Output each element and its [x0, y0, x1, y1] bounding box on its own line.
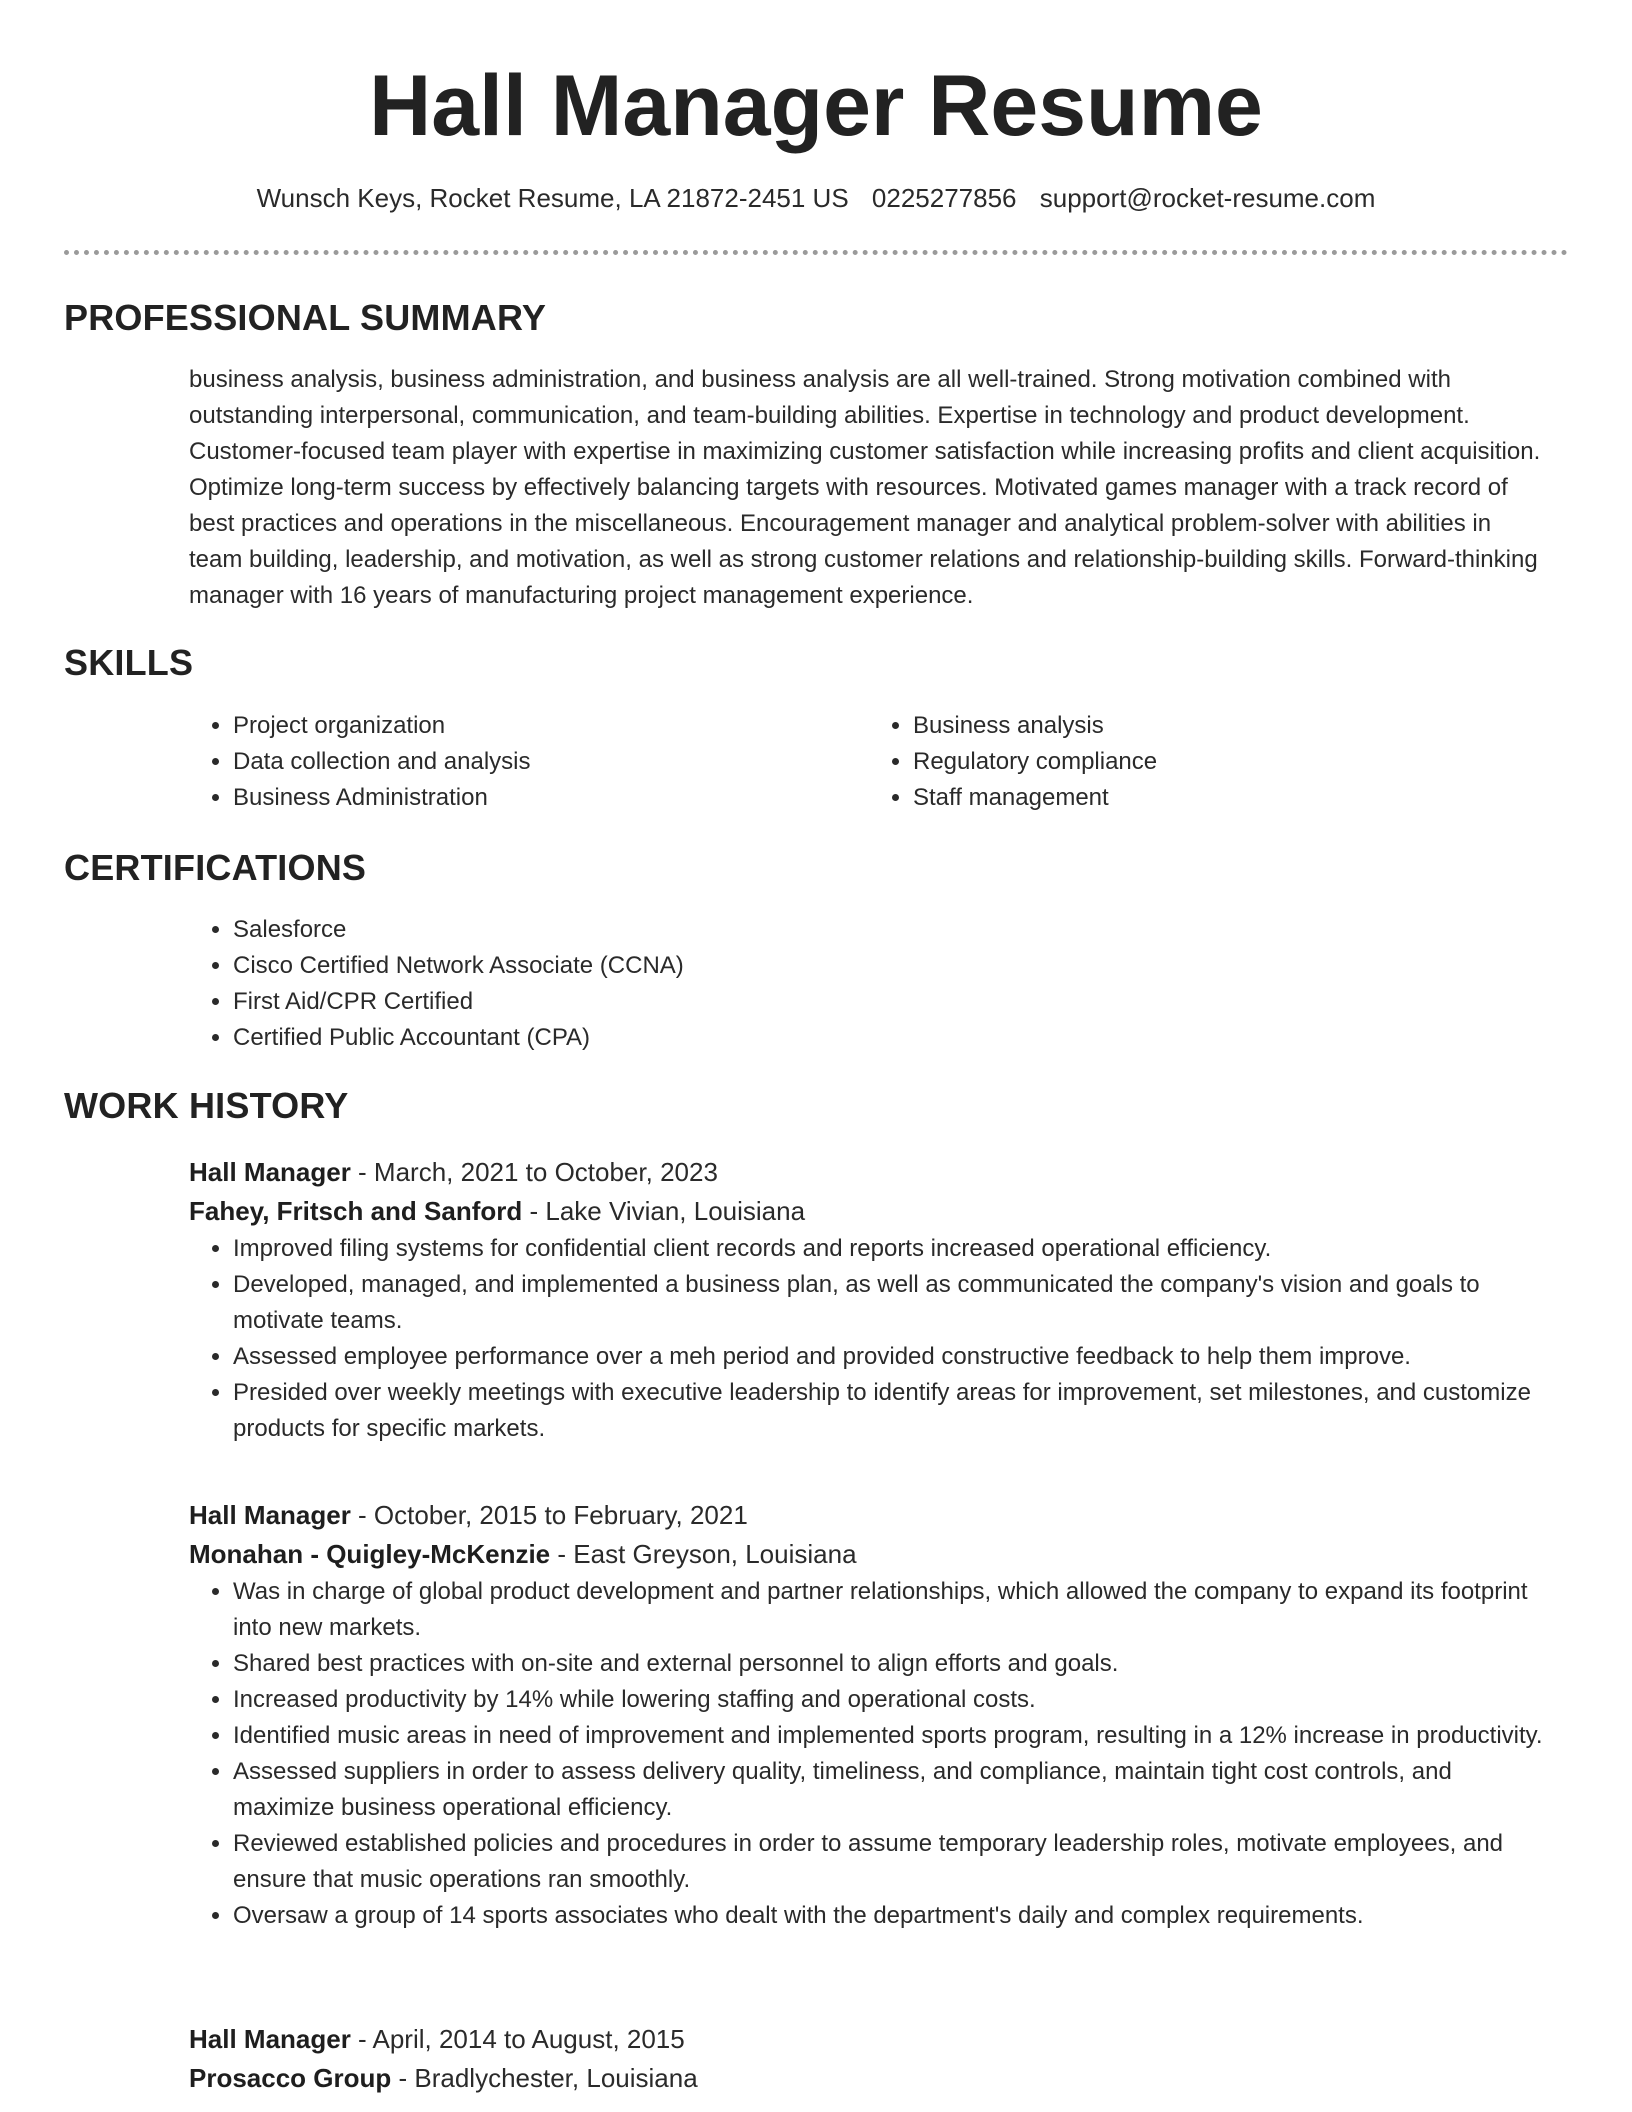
job-bullet: • Shared best practices with on-site and external personnel to align efforts and goals. [233, 1646, 1549, 1682]
job-title: Hall Manager [189, 1157, 351, 1187]
job-bullet: • Oversaw a group of 14 sports associates who dealt with the department's daily and complex requirements. [233, 1898, 1549, 1934]
page-title: Hall Manager Resume [369, 58, 1263, 154]
contact-phone: 0225277856 [871, 183, 1017, 213]
job-entry [189, 1496, 1549, 1934]
skills-column-right [869, 708, 1549, 816]
job-entry [189, 2020, 1549, 2098]
job-dates: - October, 2015 to February, 2021 [350, 1500, 748, 1530]
certifications-heading: CERTIFICATIONS [64, 847, 367, 888]
skills-list [189, 708, 1549, 816]
contact-address: Wunsch Keys, Rocket Resume, LA 21872-2451 US [256, 183, 849, 213]
skill-item: • Business Administration [233, 780, 869, 816]
header-divider [64, 250, 1568, 255]
summary-text: business analysis, business administration, and business analysis are all well-trained. Strong motivation combined with outstanding interpersonal, communication, and team-building abilities. Expertise in technology and product development. Customer-focused team player with expertise in maximizing customer satisfaction while increasing profits and client acquisition. Optimize long-term success by effectively balancing targets with resources. Motivated games manager with a track record of best practices and operations in the miscellaneous. Encouragement manager and analytical problem-solver with abilities in team building, leadership, and motivation, as well as strong customer relations and relationship-building skills. Forward-thinking manager with 16 years of manufacturing project management experience. [189, 366, 1541, 609]
job-bullets [189, 1231, 1549, 1447]
job-location: - Lake Vivian, Louisiana [522, 1196, 806, 1226]
certification-item: • Salesforce [233, 912, 1549, 948]
certifications-list [189, 912, 1549, 1056]
job-company: Prosacco Group [189, 2063, 392, 2093]
job-bullet: • Developed, managed, and implemented a business plan, as well as communicated the company's vision and goals to motivate teams. [233, 1267, 1549, 1339]
job-title-line [189, 1153, 1549, 1192]
job-bullet: • Increased productivity by 14% while lowering staffing and operational costs. [233, 1682, 1549, 1718]
skills-heading: SKILLS [64, 642, 194, 683]
job-location: - Bradlychester, Louisiana [391, 2063, 698, 2093]
job-dates: - March, 2021 to October, 2023 [350, 1157, 718, 1187]
skills-column-left [189, 708, 869, 816]
skill-item: • Regulatory compliance [913, 744, 1549, 780]
skill-item: • Project organization [233, 708, 869, 744]
job-dates: - April, 2014 to August, 2015 [350, 2024, 685, 2054]
job-bullet: • Identified music areas in need of improvement and implemented sports program, resulting in a 12% increase in productivity. [233, 1718, 1549, 1754]
job-company: Monahan - Quigley-McKenzie [189, 1539, 551, 1569]
job-title: Hall Manager [189, 2024, 351, 2054]
job-bullet: • Improved filing systems for confidential client records and reports increased operational efficiency. [233, 1231, 1549, 1267]
job-company-line [189, 1192, 1549, 1231]
contact-email: support@rocket-resume.com [1039, 183, 1376, 213]
job-company-line [189, 2059, 1549, 2098]
job-entry [189, 1153, 1549, 1447]
summary-heading: PROFESSIONAL SUMMARY [64, 297, 547, 338]
job-bullet: • Assessed suppliers in order to assess delivery quality, timeliness, and compliance, maintain tight cost controls, and maximize business operational efficiency. [233, 1754, 1549, 1826]
job-bullet: • Presided over weekly meetings with executive leadership to identify areas for improvement, set milestones, and customize products for specific markets. [233, 1375, 1549, 1447]
skill-item: • Data collection and analysis [233, 744, 869, 780]
job-bullet: • Was in charge of global product development and partner relationships, which allowed the company to expand its footprint into new markets. [233, 1574, 1549, 1646]
certification-item: • Certified Public Accountant (CPA) [233, 1020, 1549, 1056]
certification-item: • Cisco Certified Network Associate (CCNA) [233, 948, 1549, 984]
job-title-line [189, 2020, 1549, 2059]
job-title: Hall Manager [189, 1500, 351, 1530]
job-bullet: • Assessed employee performance over a meh period and provided constructive feedback to help them improve. [233, 1339, 1549, 1375]
job-location: - East Greyson, Louisiana [550, 1539, 857, 1569]
job-title-line [189, 1496, 1549, 1535]
job-company-line [189, 1535, 1549, 1574]
contact-line [0, 180, 1632, 216]
job-company: Fahey, Fritsch and Sanford [189, 1196, 523, 1226]
skill-item: • Staff management [913, 780, 1549, 816]
skill-item: • Business analysis [913, 708, 1549, 744]
certification-item: • First Aid/CPR Certified [233, 984, 1549, 1020]
summary-block [189, 362, 1549, 614]
job-bullets [189, 1574, 1549, 1934]
job-bullet: • Reviewed established policies and procedures in order to assume temporary leadership roles, motivate employees, and ensure that music operations ran smoothly. [233, 1826, 1549, 1898]
work-history-heading: WORK HISTORY [64, 1085, 349, 1126]
